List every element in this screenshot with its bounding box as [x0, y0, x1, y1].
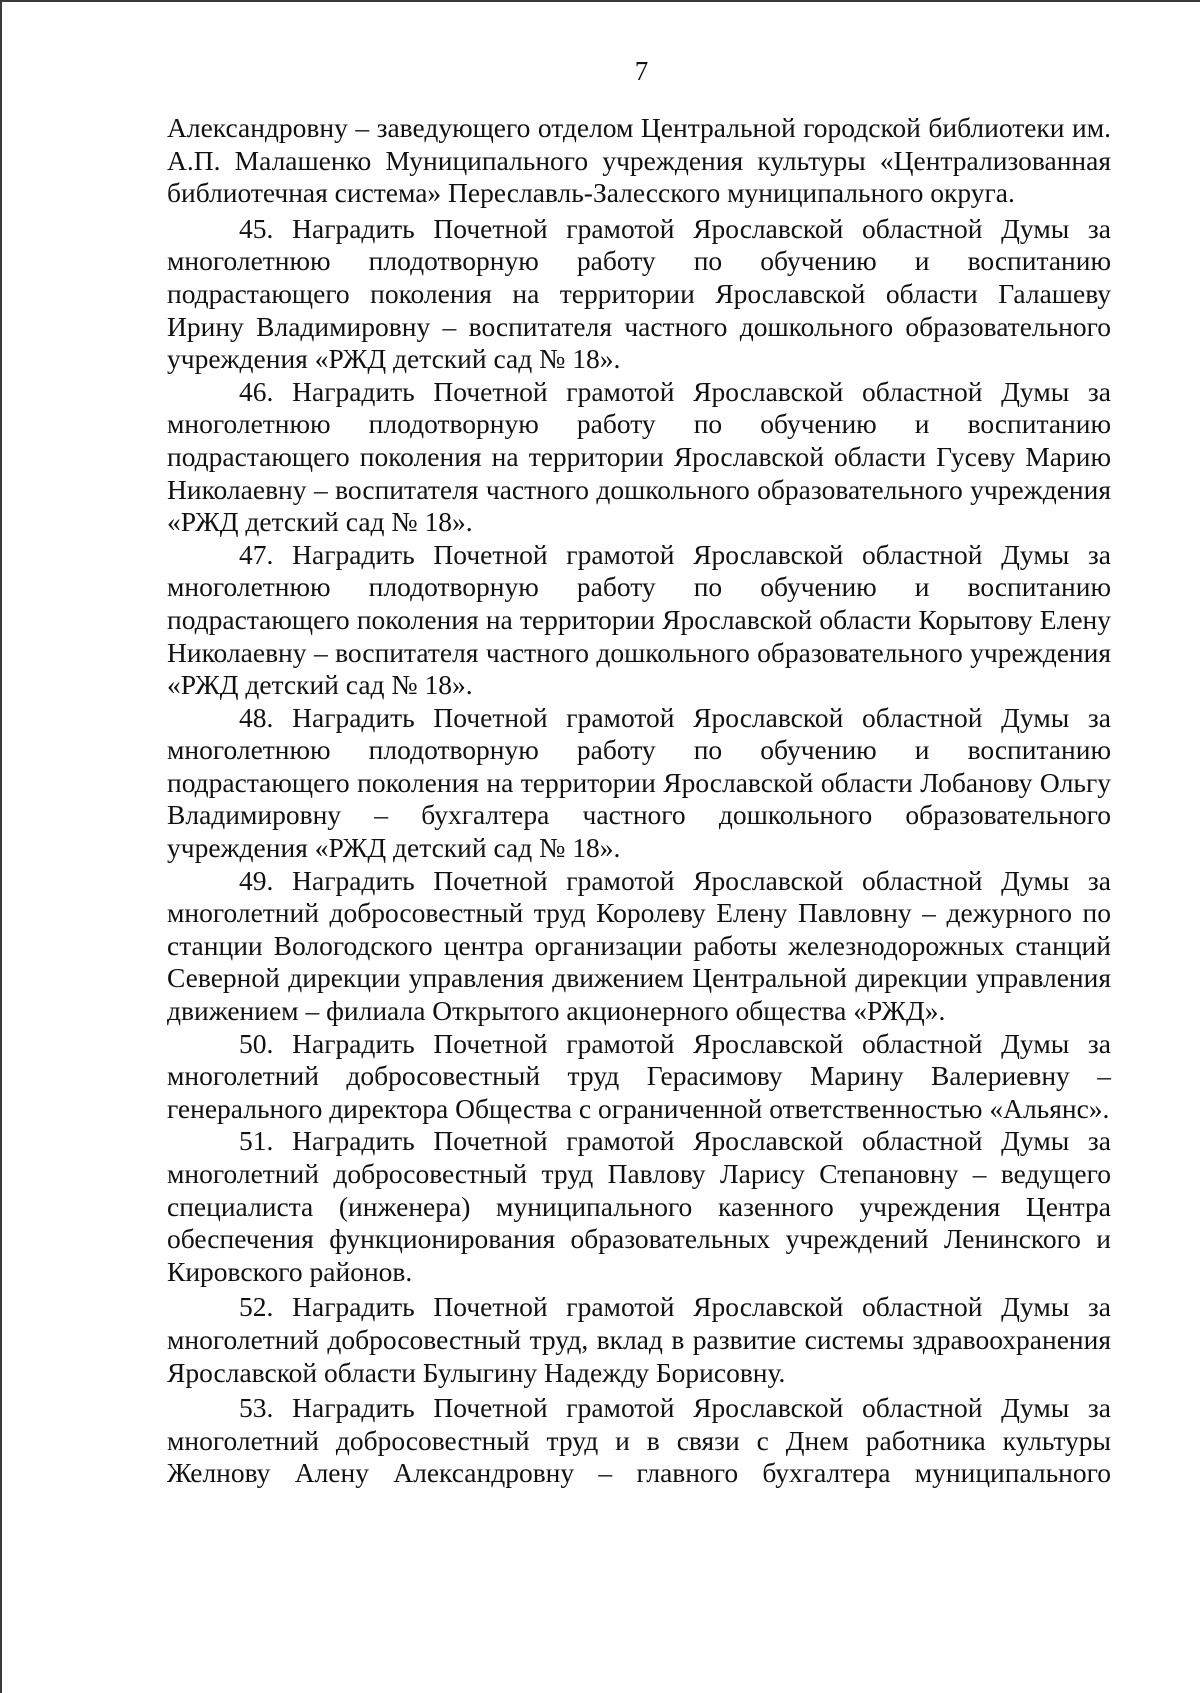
paragraph-text: Наградить Почетной грамотой Ярославской областной Думы за многолетний добросовестный труд, вклад в развитие системы здравоохранения Ярославской области Булыгину Надежду Борисовну.	[167, 1291, 1112, 1388]
item-number: 49.	[239, 864, 274, 896]
item-number: 51.	[239, 1125, 274, 1157]
paragraph-text: Наградить Почетной грамотой Ярославской областной Думы за многолетнюю плодотворную работу по обучению и воспитанию подрастающего поколения на территории Ярославской области Гусеву Марию Николаевну – воспитателя частного дошкольного образовательного учреждения «РЖД детский сад № 18».	[167, 375, 1112, 538]
document-body	[167, 112, 1111, 1490]
paragraph-item-47	[167, 539, 1111, 702]
paragraph-continuation	[167, 112, 1111, 210]
page-edge-left	[0, 0, 2, 1693]
page-edge-top	[0, 0, 1200, 2]
page-number: 7	[634, 56, 649, 86]
paragraph-text: Наградить Почетной грамотой Ярославской областной Думы за многолетнюю плодотворную работу по обучению и воспитанию подрастающего поколения на территории Ярославской области Корытову Елену Николаевну – воспитателя частного дошкольного образовательного учреждения «РЖД детский сад № 18».	[167, 538, 1112, 701]
item-number: 52.	[239, 1291, 274, 1323]
item-number: 47.	[239, 538, 274, 570]
paragraph-item-52	[167, 1291, 1111, 1389]
paragraph-text: Наградить Почетной грамотой Ярославской областной Думы за многолетний добросовестный труд Павлову Ларису Степановну – ведущего специалиста (инженера) муниципального казенного учреждения Центра обеспечения функционирования образовательных учреждений Ленинского и Кировского районов.	[167, 1125, 1112, 1287]
paragraph-item-53	[167, 1392, 1111, 1490]
paragraph-text: Наградить Почетной грамотой Ярославской областной Думы за многолетнюю плодотворную работу по обучению и воспитанию подрастающего поколения на территории Ярославской области Лобанову Ольгу Владимировну – бухгалтера частного дошкольного образовательного учреждения «РЖД детский сад № 18».	[167, 701, 1112, 864]
paragraph-text: Наградить Почетной грамотой Ярославской областной Думы за многолетний добросовестный труд Герасимову Марину Валериевну – генерального директора Общества с ограниченной ответственностью «Альянс».	[167, 1027, 1112, 1124]
paragraph-item-49	[167, 865, 1111, 1028]
item-number: 45.	[239, 212, 274, 244]
paragraph-item-48	[167, 702, 1111, 865]
paragraph-text: Наградить Почетной грамотой Ярославской областной Думы за многолетний добросовестный труд Королеву Елену Павловну – дежурного по станции Вологодского центра организации работы железнодорожных станций Северной дирекции управления движением Центральной дирекции управления движением – филиала Открытого акционерного общества «РЖД».	[167, 864, 1112, 1027]
item-number: 50.	[239, 1027, 274, 1059]
paragraph-item-46	[167, 376, 1111, 539]
paragraph-item-51	[167, 1125, 1111, 1288]
paragraph-text: Наградить Почетной грамотой Ярославской областной Думы за многолетний добросовестный труд и в связи с Днем работника культуры Желнову Алену Александровну – главного бухгалтера муниципального	[167, 1392, 1112, 1489]
paragraph-text: Александровну – заведующего отделом Центральной городской библиотеки им. А.П. Малашенко Муниципального учреждения культуры «Централизованная библиотечная система» Переславль-Залесского муниципального округа.	[167, 112, 1111, 209]
paragraph-item-45	[167, 213, 1111, 376]
item-number: 53.	[239, 1392, 274, 1424]
paragraph-item-50	[167, 1028, 1111, 1126]
item-number: 48.	[239, 701, 274, 733]
item-number: 46.	[239, 375, 274, 407]
paragraph-text: Наградить Почетной грамотой Ярославской областной Думы за многолетнюю плодотворную работу по обучению и воспитанию подрастающего поколения на территории Ярославской области Галашеву Ирину Владимировну – воспитателя частного дошкольного образовательного учреждения «РЖД детский сад № 18».	[167, 212, 1112, 375]
